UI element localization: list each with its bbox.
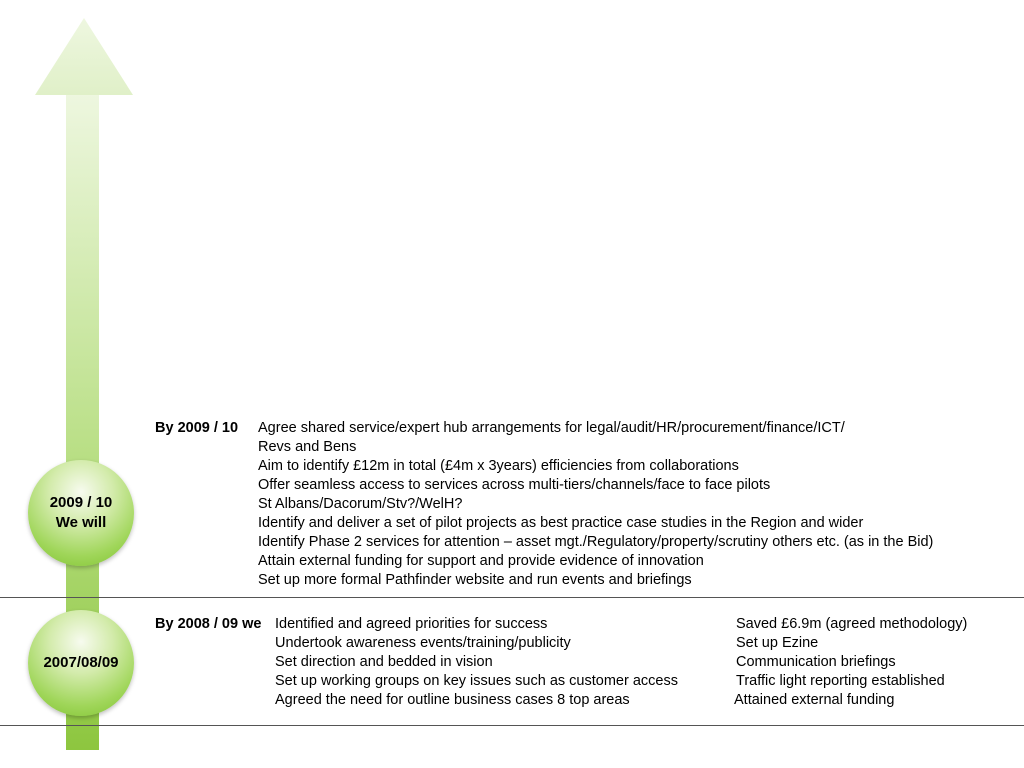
divider-top [0, 597, 1024, 598]
milestone-circle-2009-10 [28, 460, 134, 566]
list-item: Set direction and bedded in vision [275, 654, 493, 670]
list-item: Attained external funding [734, 692, 895, 708]
milestone-items-2008-09 [275, 615, 678, 710]
list-item: Set up Ezine [736, 635, 819, 651]
list-item: Identify and deliver a set of pilot projects as best practice case studies in the Region and wider [258, 515, 864, 531]
milestone-results-2008-09 [736, 615, 967, 710]
milestone-label-2008-09: By 2008 / 09 we [155, 616, 262, 632]
list-item: Aim to identify £12m in total (£4m x 3years) efficiencies from collaborations [258, 458, 739, 474]
list-item: Agree shared service/expert hub arrangements for legal/audit/HR/procurement/finance/ICT/ [258, 420, 845, 436]
divider-bottom [0, 725, 1024, 726]
list-item: Identified and agreed priorities for success [275, 616, 548, 632]
list-item: St Albans/Dacorum/Stv?/WelH? [258, 496, 463, 512]
circle-year-label: 2007/08/09 [43, 654, 119, 671]
list-item: Revs and Bens [258, 439, 357, 455]
circle-year-label: 2009 / 10 [49, 494, 113, 511]
arrow-head [35, 18, 133, 95]
milestone-label-2009-10: By 2009 / 10 [155, 420, 239, 436]
list-item: Offer seamless access to services across multi-tiers/channels/face to face pilots [258, 477, 771, 493]
list-item: Traffic light reporting established [736, 673, 945, 689]
list-item: Identify Phase 2 services for attention – asset mgt./Regulatory/property/scrutiny others etc. (as in the Bid) [258, 534, 934, 550]
milestone-items-2009-10 [258, 419, 933, 590]
list-item: Communication briefings [736, 654, 896, 670]
list-item: Saved £6.9m (agreed methodology) [736, 616, 968, 632]
list-item: Undertook awareness events/training/publicity [275, 635, 571, 651]
list-item: Agreed the need for outline business cases 8 top areas [275, 692, 630, 708]
list-item: Attain external funding for support and provide evidence of innovation [258, 553, 704, 569]
list-item: Set up working groups on key issues such as customer access [275, 673, 678, 689]
milestone-circle-2007-08-09 [28, 610, 134, 716]
circle-subtitle: We will [55, 514, 107, 531]
list-item: Set up more formal Pathfinder website and run events and briefings [258, 572, 692, 588]
